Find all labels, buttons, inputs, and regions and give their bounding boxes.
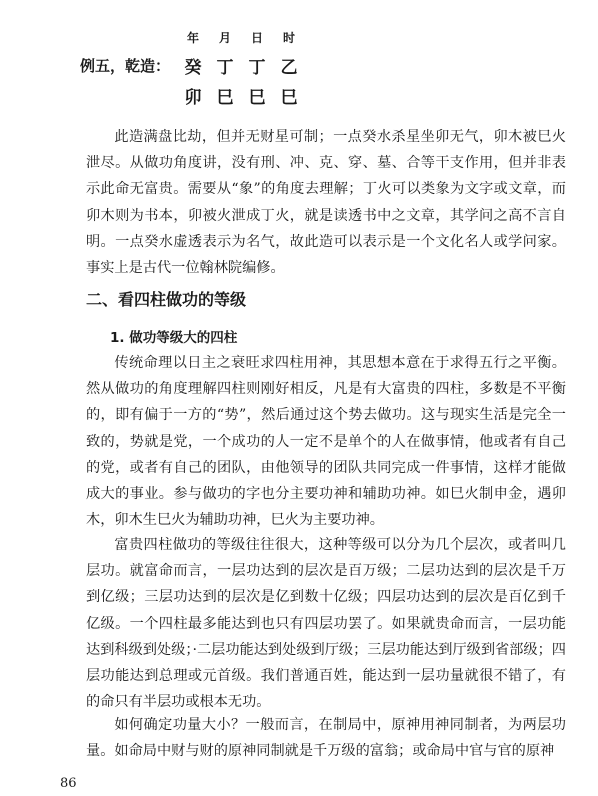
section-title: 二、看四柱做功的等级 bbox=[86, 290, 247, 309]
header-hour: 时 bbox=[282, 30, 295, 45]
header-month: 月 bbox=[218, 30, 231, 45]
page-number: 86 bbox=[60, 776, 77, 791]
bazi-chart bbox=[80, 12, 340, 110]
stem-month: 丁 bbox=[216, 57, 234, 78]
stem-hour: 乙 bbox=[280, 57, 298, 78]
header-day: 日 bbox=[250, 30, 263, 45]
paragraph-levels: 富贵四柱做功的等级往往很大，这种等级可以分为几个层次，或者叫几层功。就富命而言，一层功达到的层次是百万级；二层功达到的层次是千万到亿级；三层功达到的层次是亿到数十亿级；四层功达到的层次是百亿到千亿级。一个四柱最多能达到也只有四层功罢了。如果就贵命而言，一层功能达到科级到处级；·二层功能达到处级到厅级；三层功能达到厅级到省部级；四层功能达到总理或元首级。我们普通百姓，能达到一层功量就很不错了，有的命只有半层功或根本无功。 bbox=[86, 537, 566, 711]
paragraph-question: 如何确定功量大小？一般而言，在制局中，原神用神同制者，为两层功量。如命局中财与财的原神同制就是千万级的富翁；或命局中官与官的原神 bbox=[86, 717, 566, 760]
stem-day: 丁 bbox=[248, 57, 266, 78]
branch-day: 巳 bbox=[248, 87, 266, 108]
chart-stems-row bbox=[80, 52, 305, 78]
branch-year: 卯 bbox=[184, 87, 202, 108]
paragraph-analysis: 此造满盘比劫，但并无财星可制；一点癸水杀星坐卯无气，卯木被巳火泄尽。从做功角度讲，没有刑、冲、克、穿、墓、合等干支作用，但并非表示此命无富贵。需要从“象”的角度去理解；丁火可以类象为文字或文章，而卯木则为书本，卯被火泄成丁火，就是读透书中之文章，其学问之高不言自明。一点癸水虚透表示为名气，故此造可以表示是一个文化名人或学问家。事实上是古代一位翰林院编修。 bbox=[86, 129, 566, 277]
chart-header-row bbox=[177, 24, 305, 50]
paragraph-theory: 传统命理以日主之衰旺求四柱用神，其思想本意在于求得五行之平衡。然从做功的角度理解四柱则刚好相反，凡是有大富贵的四柱，多数是不平衡的，即有偏于一方的“势”，然后通过这个势去做功。这与现实生活是完全一致的，势就是党，一个成功的人一定不是单个的人在做事情，他或者有自己的党，或者有自己的团队，由他领导的团队共同完成一件事情，这样才能做成大的事业。参与做功的字也分主要功神和辅助功神。如巳火制申金，遇卯木，卯木生巳火为辅助功神，巳火为主要功神。 bbox=[86, 355, 566, 529]
example-label: 例五，乾造： bbox=[80, 56, 171, 75]
branch-month: 巳 bbox=[216, 87, 234, 108]
header-year: 年 bbox=[186, 30, 199, 45]
sub-title: 1. 做功等级大的四柱 bbox=[110, 330, 238, 346]
stem-year: 癸 bbox=[184, 57, 202, 78]
chart-branches-row bbox=[177, 82, 305, 108]
branch-hour: 巳 bbox=[280, 87, 298, 108]
